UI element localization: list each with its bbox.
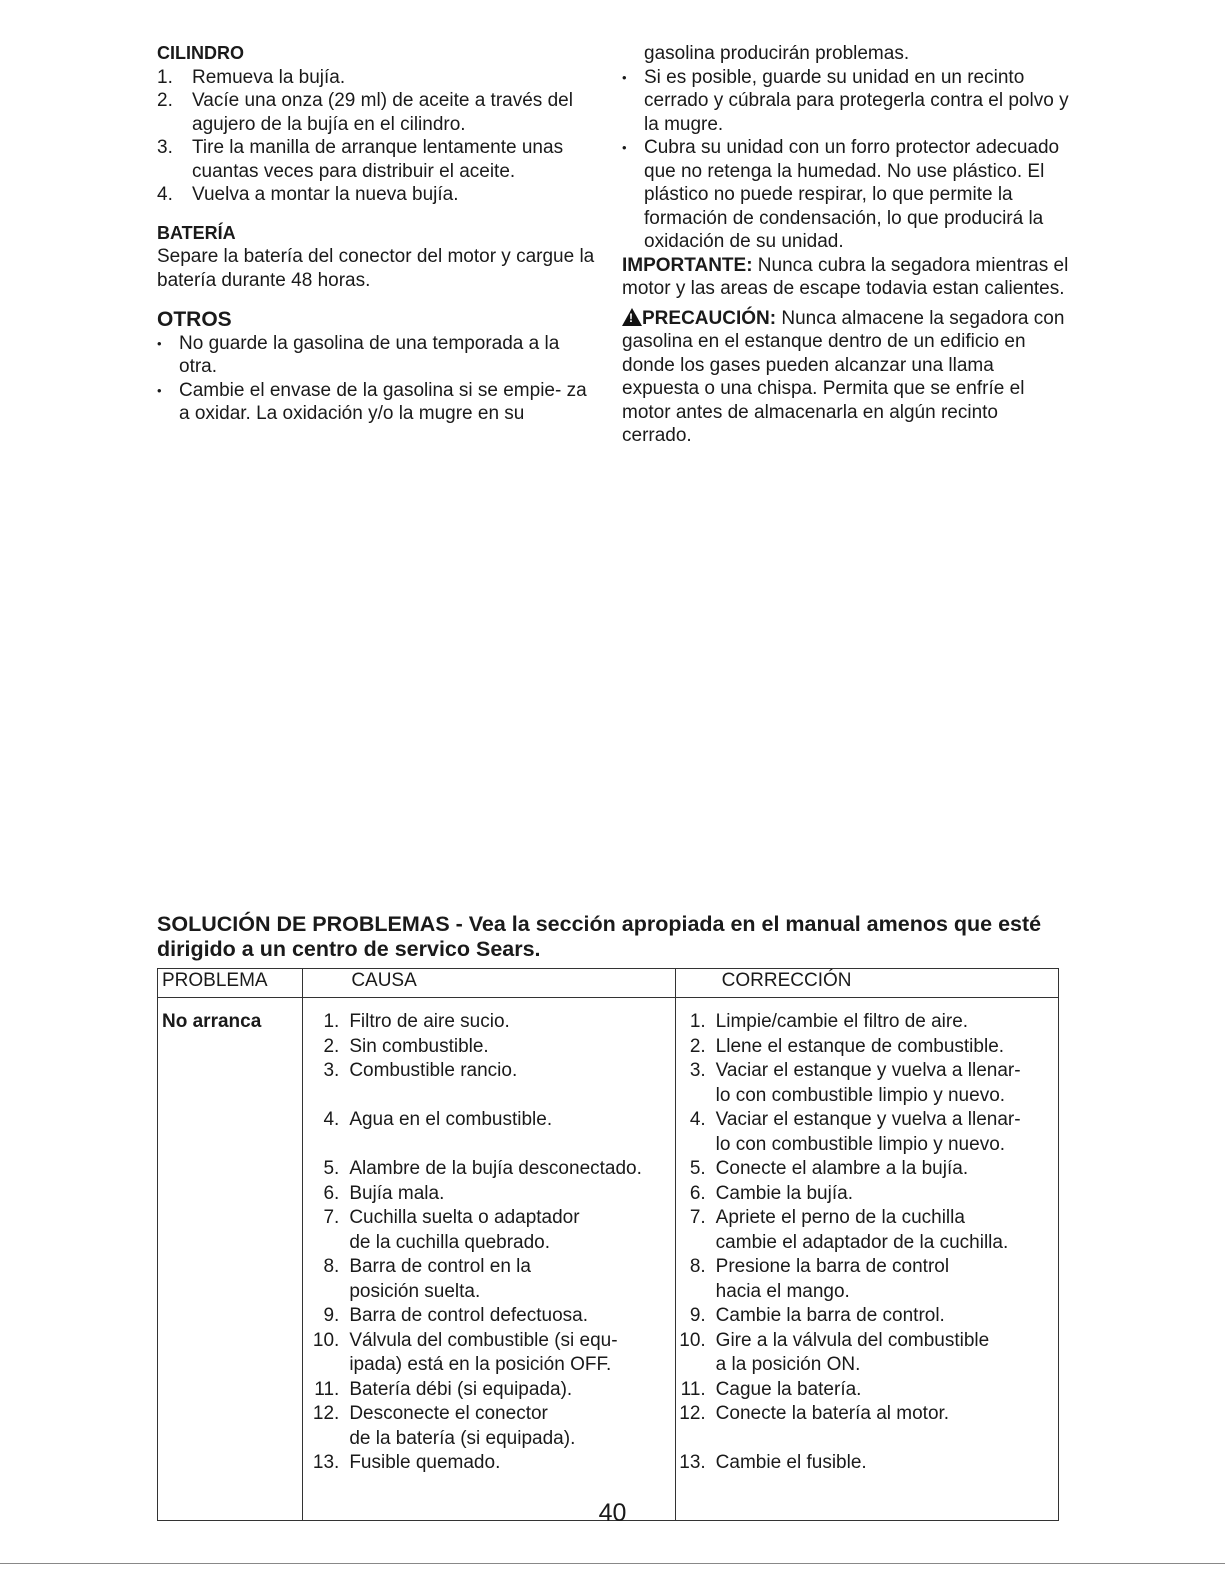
item-text: Cambie el envase de la gasolina si se empie- za a oxidar. La oxidación y/o la mugre en su <box>179 379 587 424</box>
item-number <box>676 1084 716 1109</box>
problem-label: No arranca <box>162 1011 262 1032</box>
item-number: 11. <box>314 1378 340 1400</box>
item-number: 8. <box>323 1256 340 1277</box>
item-number: 9. <box>689 1305 706 1326</box>
correction-line <box>676 1157 1058 1182</box>
correction-line <box>676 1329 1058 1354</box>
item-text: Bujía mala. <box>349 1182 445 1204</box>
item-number: 4. <box>689 1109 706 1130</box>
item-text: Conecte la batería al motor. <box>715 1403 950 1424</box>
cause-line <box>303 1451 674 1476</box>
cause-line <box>303 1035 674 1060</box>
item-number: 2. <box>323 1035 340 1057</box>
item-number <box>303 1427 349 1452</box>
list-item <box>157 183 597 207</box>
item-text: hacia el mango. <box>715 1280 850 1302</box>
item-text: Alambre de la bujía desconectado. <box>349 1158 642 1179</box>
item-number <box>303 1231 349 1256</box>
correction-line <box>676 1402 1058 1427</box>
cause-line <box>303 1427 674 1452</box>
correction-line <box>676 1231 1058 1256</box>
item-number: 4. <box>157 184 173 205</box>
item-text: a la posición ON. <box>715 1354 861 1375</box>
item-text: cambie el adaptador de la cuchilla. <box>715 1231 1009 1253</box>
cause-line <box>303 1059 674 1084</box>
troubleshooting-title: SOLUCIÓN DE PROBLEMAS - Vea la sección apropiada en el manual amenos que esté dirigido a un centro de servico Sears. <box>157 912 1042 961</box>
item-text: Agua en el combustible. <box>349 1109 553 1130</box>
correction-line <box>676 1084 1058 1109</box>
item-number: 13. <box>312 1452 340 1473</box>
item-text: Vacíe una onza (29 ml) de aceite a través del agujero de la bujía en el cilindro. <box>192 90 573 135</box>
important-text: Nunca cubra la segadora mientras el motor y las areas de escape todavia estan calientes. <box>622 254 1069 299</box>
correction-line <box>676 1353 1058 1378</box>
item-text: Vuelva a montar la nueva bujía. <box>192 184 459 205</box>
item-text: Apriete el perno de la cuchilla <box>715 1207 965 1228</box>
item-number <box>303 1353 349 1378</box>
item-number: 12. <box>679 1403 706 1424</box>
cause-line <box>303 1182 674 1207</box>
item-text: Llene el estanque de combustible. <box>715 1035 1005 1057</box>
item-text: lo con combustible limpio y nuevo. <box>715 1084 1006 1106</box>
item-number: 13. <box>679 1452 706 1473</box>
correction-line <box>676 1206 1058 1231</box>
cause-line <box>303 1108 674 1133</box>
bullet-icon: • <box>622 69 627 85</box>
item-text: Batería débi (si equipada). <box>349 1378 573 1400</box>
item-number <box>303 1280 349 1305</box>
correction-line <box>676 1304 1058 1329</box>
item-text: Vaciar el estanque y vuelva a llenar- <box>715 1060 1021 1081</box>
bateria-text: Separe la batería del conector del motor y cargue la batería durante 48 horas. <box>157 246 595 291</box>
item-number: 3. <box>157 137 173 158</box>
item-number: 11. <box>680 1378 706 1400</box>
storage-bullets <box>622 66 1072 254</box>
item-number <box>676 1231 716 1256</box>
item-number <box>303 1084 349 1109</box>
correction-line <box>676 1427 1058 1452</box>
bullet-icon: • <box>157 382 162 398</box>
item-text: Desconecte el conector <box>349 1403 548 1424</box>
important-label: IMPORTANTE: <box>622 254 753 276</box>
correction-line <box>676 1010 1058 1035</box>
bateria-heading: BATERÍA <box>157 222 236 243</box>
item-number: 6. <box>323 1182 340 1204</box>
item-text: Filtro de aire sucio. <box>349 1011 510 1032</box>
problem-cell <box>158 998 303 1521</box>
correction-line <box>676 1182 1058 1207</box>
item-text: No guarde la gasolina de una temporada a la otra. <box>179 332 560 377</box>
item-text: Sin combustible. <box>349 1035 489 1057</box>
item-text: posición suelta. <box>349 1280 481 1302</box>
item-number: 7. <box>689 1207 706 1228</box>
item-text <box>349 1084 354 1109</box>
item-text: Gire a la válvula del combustible <box>715 1329 990 1351</box>
item-text: de la cuchilla quebrado. <box>349 1231 551 1253</box>
item-text: de la batería (si equipada). <box>349 1427 576 1449</box>
list-item <box>622 136 1072 254</box>
item-text: Cambie la bujía. <box>715 1182 853 1204</box>
item-text: Barra de control defectuosa. <box>349 1305 589 1326</box>
caution-label: PRECAUCIÓN: <box>642 307 777 329</box>
header-correction: CORRECCIÓN <box>675 969 1058 998</box>
item-number: 4. <box>323 1109 340 1130</box>
list-item <box>157 332 597 379</box>
item-number: 9. <box>323 1305 340 1326</box>
item-number: 5. <box>323 1158 340 1179</box>
correction-line <box>676 1280 1058 1305</box>
cause-line <box>303 1378 674 1403</box>
item-number <box>676 1280 716 1305</box>
item-number <box>303 1133 349 1158</box>
important-note <box>622 254 1072 301</box>
item-text <box>349 1133 354 1158</box>
item-text: Presione la barra de control <box>715 1256 950 1277</box>
cause-line <box>303 1084 674 1109</box>
correction-line <box>676 1255 1058 1280</box>
continued-line: gasolina producirán problemas. <box>644 43 910 64</box>
correction-line <box>676 1378 1058 1403</box>
cause-line <box>303 1402 674 1427</box>
item-number: 8. <box>689 1256 706 1277</box>
cause-line <box>303 1304 674 1329</box>
item-text: lo con combustible limpio y nuevo. <box>715 1133 1006 1155</box>
cilindro-heading: CILINDRO <box>157 43 244 63</box>
cause-line <box>303 1329 674 1354</box>
caution-text: Nunca almacene la segadora con gasolina en el estanque dentro de un edificio en donde los gases pueden alcanzar una llama expuesta o una chispa. Permita que se enfríe el motor antes de almacenarla en algún recinto cerrado. <box>622 307 1065 446</box>
item-text: Cuchilla suelta o adaptador <box>349 1207 580 1228</box>
causes-cell <box>303 998 675 1521</box>
item-text <box>716 1427 721 1452</box>
item-number: 7. <box>323 1207 340 1228</box>
bullet-icon: • <box>622 140 627 155</box>
correction-line <box>676 1035 1058 1060</box>
item-text: Válvula del combustible (si equ- <box>349 1329 618 1351</box>
bullet-icon: • <box>157 335 162 351</box>
warning-triangle-icon: ! <box>622 308 642 326</box>
item-text: Cambie el fusible. <box>715 1452 867 1473</box>
item-number: 6. <box>689 1182 706 1204</box>
correction-line <box>676 1108 1058 1133</box>
caution-note <box>622 307 1072 448</box>
right-column <box>622 42 1072 448</box>
correction-line <box>676 1059 1058 1084</box>
item-text: Remueva la bujía. <box>192 66 346 88</box>
table-row <box>158 998 1059 1521</box>
item-text: Combustible rancio. <box>349 1060 518 1081</box>
item-text: Cambie la barra de control. <box>715 1305 945 1326</box>
cilindro-steps <box>157 66 597 207</box>
item-number: 2. <box>689 1035 706 1057</box>
item-number: 3. <box>689 1060 706 1081</box>
item-text: Conecte el alambre a la bujía. <box>715 1158 969 1179</box>
list-item <box>157 379 597 426</box>
list-item <box>157 136 597 183</box>
item-number: 2. <box>157 90 173 111</box>
item-number: 12. <box>312 1403 340 1424</box>
item-text: Fusible quemado. <box>349 1452 501 1473</box>
item-number: 1. <box>323 1011 340 1032</box>
table-header-row <box>158 969 1059 998</box>
corrections-cell <box>675 998 1058 1521</box>
item-text: ipada) está en la posición OFF. <box>349 1354 612 1375</box>
list-item <box>157 66 597 90</box>
left-column <box>157 42 597 426</box>
item-text: Vaciar el estanque y vuelva a llenar- <box>715 1109 1021 1130</box>
item-number: 1. <box>157 66 173 88</box>
correction-line <box>676 1133 1058 1158</box>
item-text: Cague la batería. <box>715 1378 862 1400</box>
item-number <box>676 1353 716 1378</box>
troubleshooting-table <box>157 968 1059 1521</box>
item-number: 10. <box>312 1329 340 1351</box>
item-number: 1. <box>689 1011 706 1032</box>
list-item <box>157 89 597 136</box>
item-number: 5. <box>689 1158 706 1179</box>
header-problem: PROBLEMA <box>158 969 303 998</box>
correction-line <box>676 1451 1058 1476</box>
cause-line <box>303 1280 674 1305</box>
otros-bullets <box>157 332 597 426</box>
item-text: Limpie/cambie el filtro de aire. <box>715 1011 969 1032</box>
item-number: 10. <box>679 1329 706 1351</box>
otros-heading: OTROS <box>157 308 232 331</box>
header-cause: CAUSA <box>303 969 675 998</box>
page-number: 40 <box>598 1499 627 1527</box>
cause-line <box>303 1255 674 1280</box>
item-number <box>676 1427 716 1452</box>
cause-line <box>303 1231 674 1256</box>
item-number <box>676 1133 716 1158</box>
item-text: Si es posible, guarde su unidad en un recinto cerrado y cúbrala para protegerla contra el polvo y la mugre. <box>644 66 1069 135</box>
item-number: 3. <box>323 1060 340 1081</box>
bottom-divider <box>0 1563 1225 1564</box>
item-text: Tire la manilla de arranque lentamente unas cuantas veces para distribuir el aceite. <box>192 137 564 182</box>
list-item <box>622 66 1072 137</box>
cause-line <box>303 1010 674 1035</box>
item-text: Cubra su unidad con un forro protector adecuado que no retenga la humedad. No use plástico. El plástico no puede respirar, lo que permite la formación de condensación, lo que producirá la oxidación de su unidad. <box>644 137 1060 252</box>
cause-line <box>303 1206 674 1231</box>
cause-line <box>303 1157 674 1182</box>
cause-line <box>303 1353 674 1378</box>
cause-line <box>303 1133 674 1158</box>
item-text: Barra de control en la <box>349 1256 531 1277</box>
